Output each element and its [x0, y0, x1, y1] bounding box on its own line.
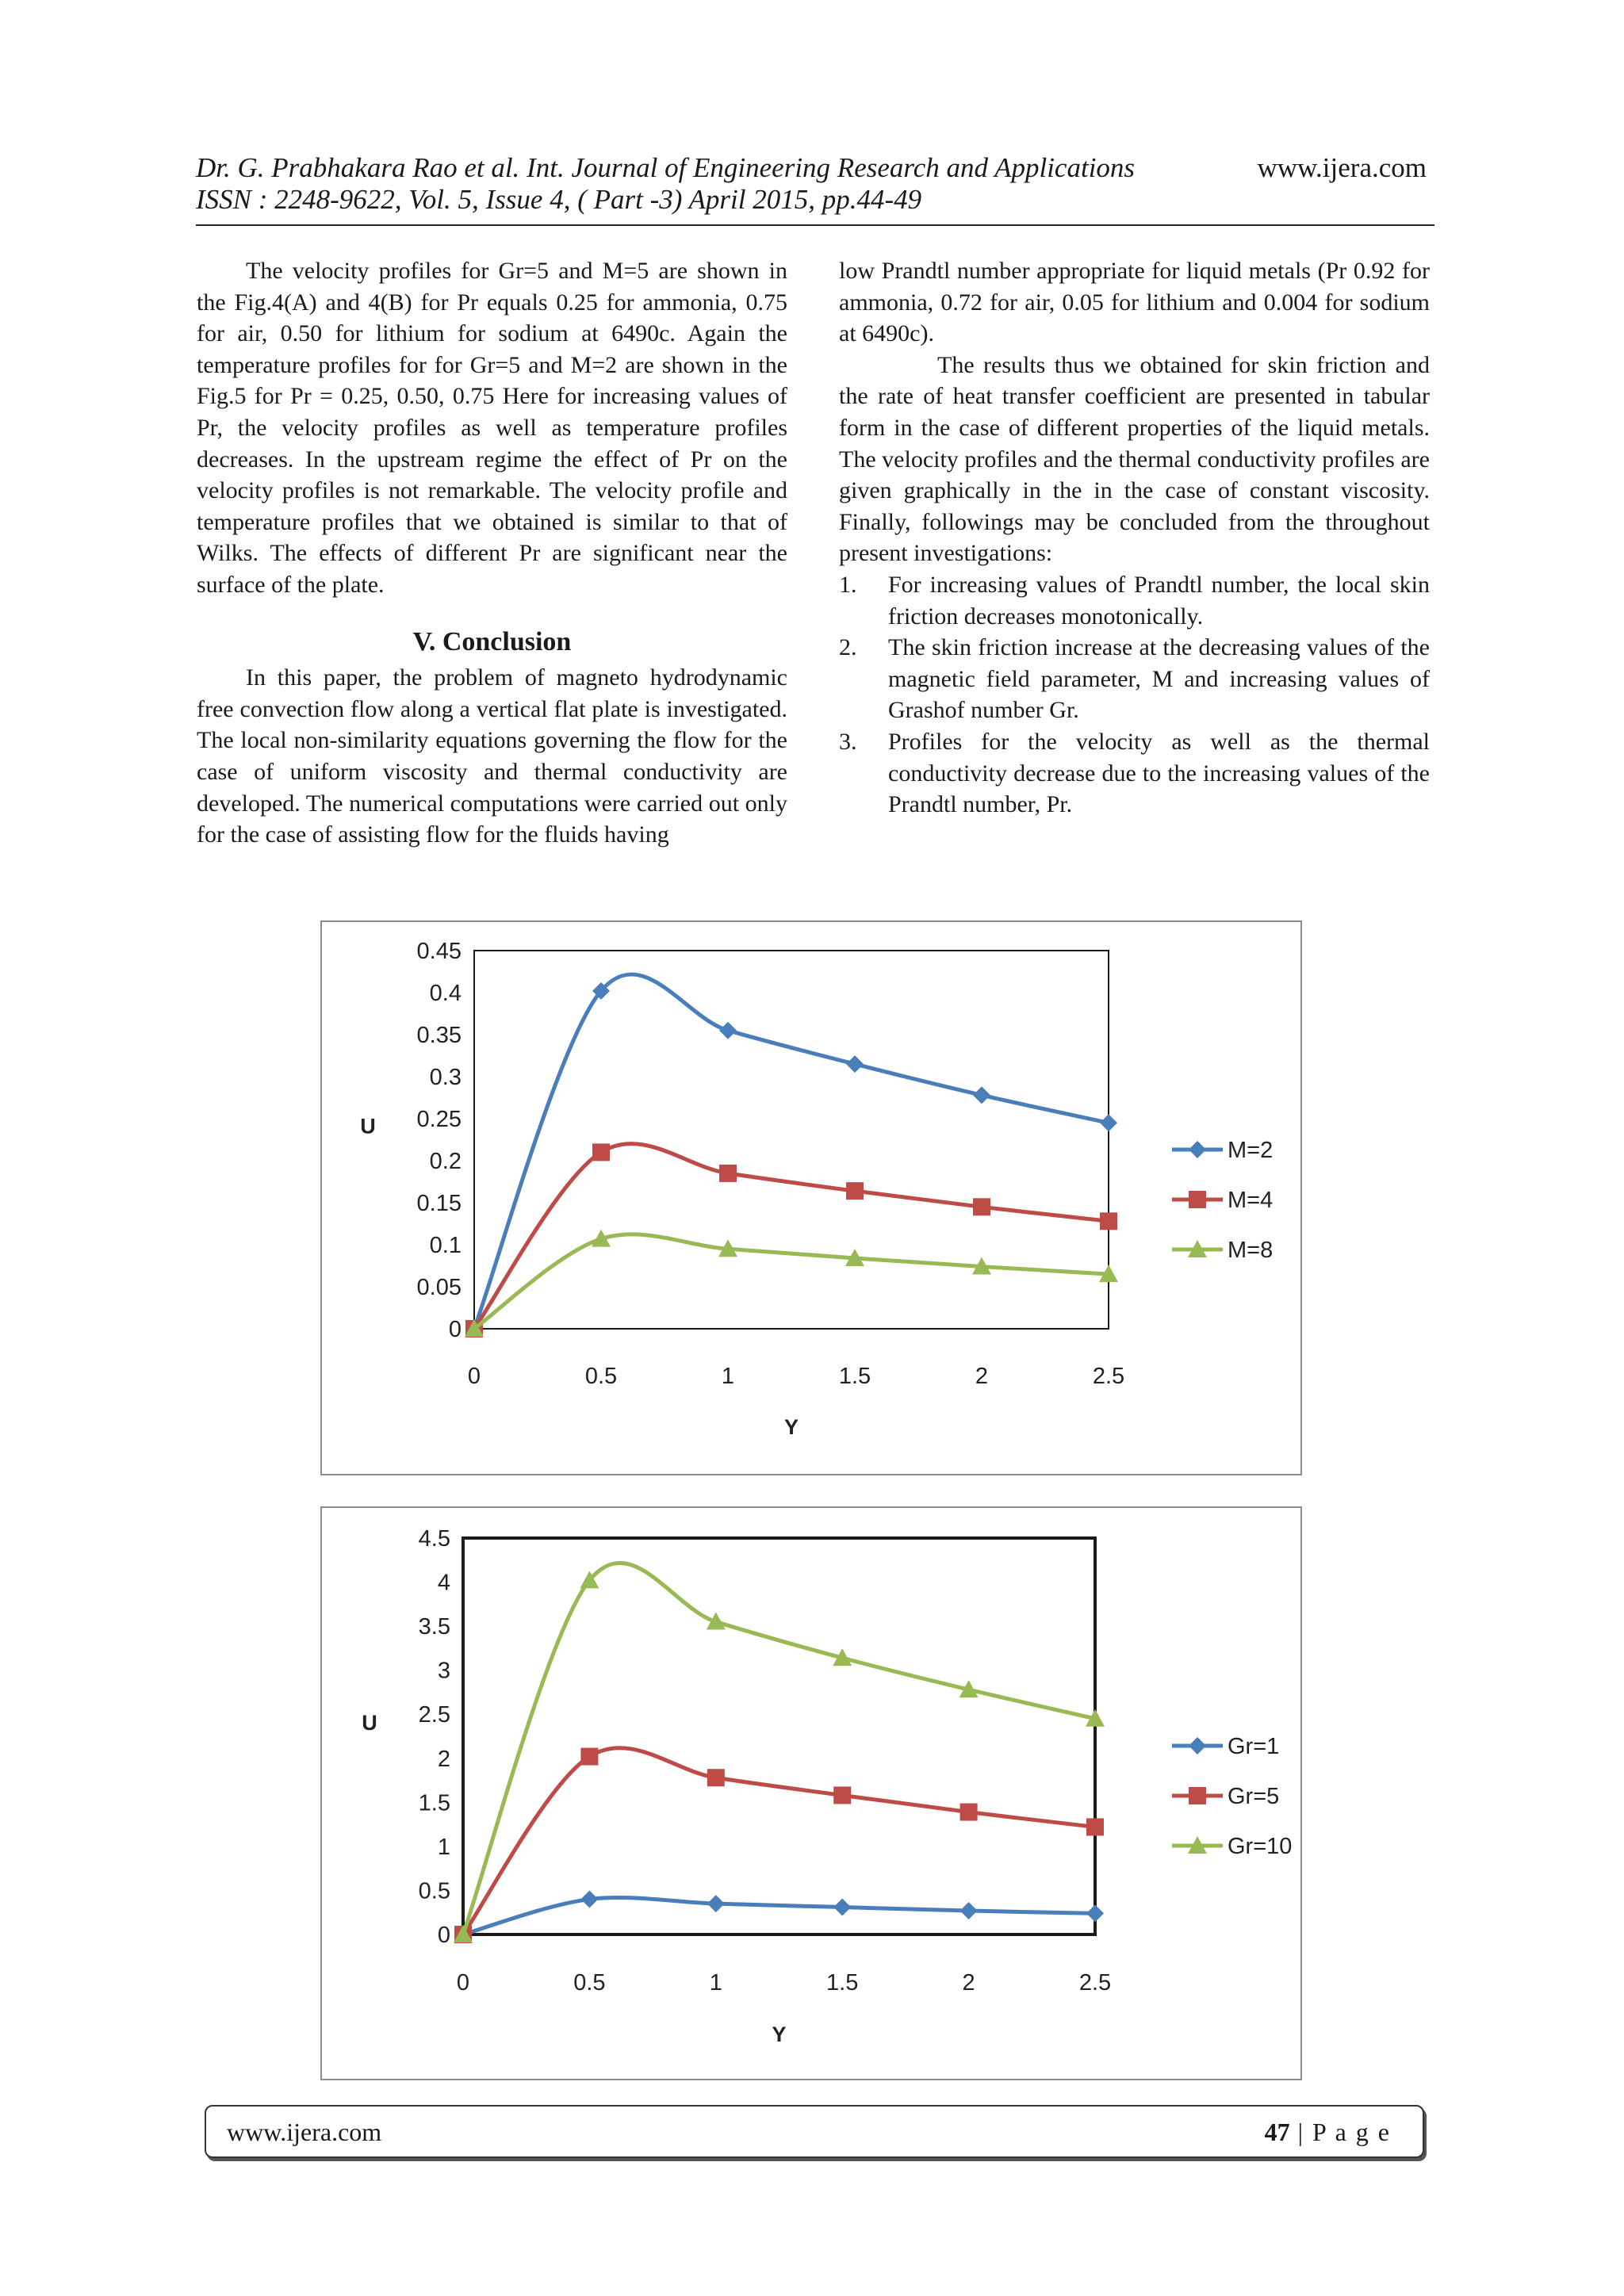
x-tick-label: 0: [467, 1364, 481, 1389]
series-m-2: [465, 974, 1117, 1337]
x-tick-label: 2.5: [1092, 1364, 1125, 1389]
legend-label: Gr=10: [1228, 1834, 1293, 1859]
x-tick-label: 1.5: [826, 1970, 859, 1996]
data-point: [707, 1769, 725, 1786]
x-tick-label: 2.5: [1078, 1970, 1112, 1996]
y-tick-label: 0.35: [416, 1023, 462, 1048]
legend-marker: [1189, 1141, 1206, 1158]
left-column: [197, 255, 787, 851]
footer-website: www.ijera.com: [227, 2118, 382, 2146]
legend-label: M=8: [1228, 1238, 1274, 1263]
series-gr-10: [454, 1563, 1105, 1942]
legend-label: Gr=1: [1228, 1734, 1280, 1759]
legend-entry: [1172, 1138, 1273, 1163]
continued-paragraph: low Prandtl number appropriate for liquid metals (Pr 0.92 for ammonia, 0.72 for air, 0.05 for lithium and 0.004 for sodium at 6490c).: [839, 258, 1430, 347]
data-point: [592, 1143, 610, 1161]
data-point: [833, 1786, 851, 1804]
header-rule: [196, 224, 1434, 226]
y-tick-label: 0.15: [416, 1191, 462, 1216]
data-point: [1100, 1114, 1117, 1131]
y-tick-label: 0.5: [418, 1878, 450, 1904]
y-tick-label: 4: [437, 1570, 450, 1596]
data-point: [960, 1804, 978, 1821]
running-header: [196, 152, 1433, 216]
x-tick-label: 0: [456, 1970, 470, 1996]
data-point: [833, 1899, 851, 1916]
data-point: [580, 1748, 598, 1766]
y-tick-label: 0.2: [429, 1149, 462, 1174]
x-tick-label: 1: [709, 1970, 722, 1996]
legend-marker: [1189, 1737, 1206, 1755]
list-number: 2.: [839, 634, 857, 661]
series-line: [474, 1144, 1109, 1329]
series-gr-5: [454, 1748, 1104, 1943]
page-footer: [205, 2105, 1424, 2158]
legend-label: M=2: [1228, 1138, 1274, 1163]
y-tick-label: 0: [448, 1317, 462, 1342]
chart-svg-magnetic: [322, 922, 1300, 1474]
data-point: [719, 1165, 737, 1182]
series-line: [474, 974, 1109, 1329]
legend-label: Gr=5: [1228, 1784, 1280, 1809]
x-tick-label: 1: [721, 1364, 735, 1389]
page-label: | P a g e: [1297, 2118, 1391, 2146]
data-point: [846, 1182, 864, 1200]
chart-svg-grashof: [322, 1508, 1300, 2079]
list-number: 3.: [839, 728, 857, 755]
data-point: [1100, 1212, 1117, 1230]
right-column: [839, 255, 1430, 821]
data-point: [960, 1902, 978, 1919]
data-point: [1086, 1904, 1104, 1922]
x-axis-label: Y: [772, 2022, 787, 2046]
list-text: The skin friction increase at the decreasing values of the magnetic field parameter, M and increasing values of Grashof number Gr.: [888, 634, 1430, 724]
list-number: 1.: [839, 571, 857, 598]
y-tick-label: 0.05: [416, 1275, 462, 1300]
legend-entry: [1172, 1784, 1279, 1809]
page-indicator: [1265, 2118, 1391, 2147]
y-tick-label: 0: [437, 1923, 450, 1948]
journal-title-line: Dr. G. Prabhakara Rao et al. Int. Journal of Engineering Research and Applications: [196, 152, 1136, 183]
series-line: [463, 1563, 1095, 1934]
y-tick-label: 3: [437, 1658, 450, 1684]
data-point: [580, 1891, 598, 1908]
list-item: [839, 569, 1430, 632]
y-tick-label: 2: [437, 1746, 450, 1772]
y-tick-label: 0.25: [416, 1107, 462, 1132]
y-tick-label: 2.5: [418, 1702, 450, 1728]
section-heading-conclusion: V. Conclusion: [412, 626, 572, 656]
list-text: Profiles for the velocity as well as the thermal conductivity decrease due to the increasing values of the Prandtl number, Pr.: [888, 728, 1430, 818]
data-point: [707, 1895, 725, 1912]
series-line: [474, 1234, 1109, 1329]
results-summary-paragraph: The results thus we obtained for skin friction and the rate of heat transfer coefficient are presented in tabular form in the case of different properties of the liquid metals. The velocity profiles and the thermal conductivity profiles are given graphically in the in the case of constant viscosity. Finally, followings may be concluded from the throughout present investigations:: [839, 351, 1430, 567]
page-number: 47: [1264, 2118, 1290, 2146]
series-m-8: [465, 1230, 1118, 1337]
x-tick-label: 2: [962, 1970, 975, 1996]
legend-label: M=4: [1228, 1188, 1274, 1213]
x-axis-label: Y: [783, 1415, 799, 1439]
y-tick-label: 0.4: [429, 981, 462, 1006]
y-tick-label: 0.3: [429, 1065, 462, 1090]
list-text: For increasing values of Prandtl number, the local skin friction decreases monotonically.: [888, 571, 1430, 629]
y-tick-label: 0.45: [416, 939, 462, 964]
y-axis-label: U: [360, 1114, 376, 1138]
velocity-chart-grashof: [320, 1506, 1302, 2080]
plot-area-frame: [463, 1538, 1095, 1934]
legend-entry: [1172, 1734, 1279, 1759]
legend-entry: [1172, 1188, 1273, 1213]
series-m-4: [465, 1143, 1117, 1337]
x-tick-label: 2: [975, 1364, 989, 1389]
x-tick-label: 0.5: [573, 1970, 606, 1996]
velocity-chart-magnetic: [320, 920, 1302, 1475]
y-axis-label: U: [362, 1711, 377, 1735]
y-tick-label: 0.1: [429, 1233, 462, 1258]
data-point: [973, 1198, 990, 1215]
y-tick-label: 4.5: [418, 1526, 450, 1552]
data-point: [846, 1055, 864, 1073]
x-tick-label: 1.5: [838, 1364, 871, 1389]
issn-line: ISSN : 2248-9622, Vol. 5, Issue 4, ( Part -3) April 2015, pp.44-49: [196, 184, 922, 215]
conclusion-paragraph: In this paper, the problem of magneto hydrodynamic free convection flow along a vertical flat plate is investigated. The local non-similarity equations governing the flow for the case of uniform viscosity and thermal conductivity are developed. The numerical computations were carried out only for the case of assisting flow for the fluids having: [197, 664, 787, 848]
header-website: www.ijera.com: [1257, 152, 1427, 183]
legend-entry: [1172, 1834, 1292, 1859]
y-tick-label: 1: [437, 1834, 450, 1860]
x-tick-label: 0.5: [584, 1364, 618, 1389]
y-tick-label: 3.5: [418, 1614, 450, 1640]
plot-area-frame: [474, 951, 1109, 1329]
data-point: [719, 1022, 737, 1039]
conclusion-list: [839, 569, 1430, 821]
legend-marker: [1189, 1191, 1206, 1208]
results-paragraph: The velocity profiles for Gr=5 and M=5 are shown in the Fig.4(A) and 4(B) for Pr equals 0.25 for ammonia, 0.75 for air, 0.50 for lithium for sodium at 6490c. Again the temperature profiles for for Gr=5 and M=2 are shown in the Fig.5 for Pr = 0.25, 0.50, 0.75 Here for increasing values of Pr, the velocity profiles as well as temperature profiles decreases. In the upstream regime the effect of Pr on the velocity profiles is not remarkable. The velocity profile and temperature profiles that we obtained is similar to that of Wilks. The effects of different Pr are significant near the surface of the plate.: [197, 258, 787, 598]
legend-entry: [1172, 1238, 1273, 1263]
data-point: [973, 1086, 990, 1104]
list-item: [839, 726, 1430, 821]
data-point: [1086, 1818, 1104, 1835]
list-item: [839, 632, 1430, 726]
legend-marker: [1189, 1787, 1206, 1804]
y-tick-label: 1.5: [418, 1790, 450, 1816]
series-line: [463, 1897, 1095, 1934]
